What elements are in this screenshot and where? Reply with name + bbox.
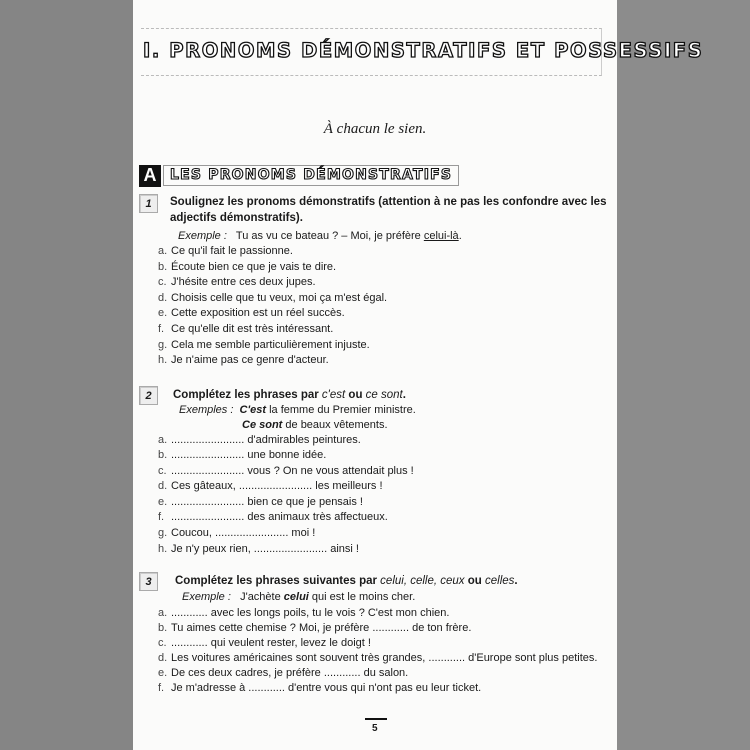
chapter-title: I. PRONOMS DÉMONSTRATIFS ET POSSESSIFS (143, 39, 704, 62)
exercise-instruction (173, 389, 406, 402)
example-end: . (458, 230, 462, 242)
list-item (158, 652, 597, 665)
exercise-instruction: adjectifs démonstratifs). (170, 212, 303, 224)
instruction-text: Complétez les phrases par (173, 389, 322, 401)
section-header (139, 164, 459, 187)
item-text: Écoute bien ce que je vais te dire. (171, 261, 337, 273)
exercise-example (182, 591, 415, 604)
item-key: d. (158, 292, 168, 304)
item-key: a. (158, 245, 168, 257)
instruction-text: Complétez les phrases suivantes par (175, 575, 381, 587)
list-item (158, 276, 316, 289)
example-bold: C'est (239, 404, 267, 416)
item-key: b. (158, 449, 168, 461)
list-item (158, 465, 414, 478)
item-text: Ce qu'il fait le passionne. (171, 245, 293, 257)
item-text: Ces gâteaux, ........................ les meilleurs ! (171, 480, 383, 492)
list-item (158, 511, 388, 524)
item-key: e. (158, 667, 168, 679)
item-key: c. (158, 465, 167, 477)
list-item (158, 607, 449, 620)
list-item (158, 292, 387, 305)
list-item (158, 307, 345, 320)
item-text: Les voitures américaines sont souvent très grandes, ............ d'Europe sont plus petites. (171, 652, 598, 664)
example-label: Exemples : (179, 404, 234, 416)
list-item (158, 622, 471, 635)
list-item (158, 682, 481, 695)
item-key: e. (158, 307, 168, 319)
item-key: f. (158, 323, 165, 335)
item-key: c. (158, 276, 167, 288)
item-text: ............ qui veulent rester, levez le doigt ! (171, 637, 371, 649)
list-item (158, 480, 383, 493)
item-text: ........................ des animaux très affectueux. (171, 511, 388, 523)
list-item (158, 637, 371, 650)
list-item (158, 449, 326, 462)
chapter-banner (141, 28, 704, 76)
exercise-example (179, 404, 416, 417)
scan-background (617, 0, 750, 750)
exercise-number: 3 (139, 572, 158, 591)
item-text: Je n'aime pas ce genre d'acteur. (171, 354, 329, 366)
motto: À chacun le sien. (323, 121, 427, 137)
exercise-number: 1 (139, 194, 158, 213)
instruction-option: celui, celle, ceux (380, 575, 465, 587)
item-text: ........................ une bonne idée. (171, 449, 327, 461)
item-text: Je n'y peux rien, ........................ ainsi ! (171, 543, 359, 555)
section-letter: A (139, 165, 161, 187)
example-text: qui est le moins cher. (308, 591, 416, 603)
list-item (158, 496, 363, 509)
exercise-number: 2 (139, 386, 158, 405)
item-text: Je m'adresse à ............ d'entre vous qui n'ont pas eu leur ticket. (171, 682, 482, 694)
item-key: g. (158, 527, 168, 539)
list-item (158, 261, 336, 274)
instruction-option: c'est (321, 389, 346, 401)
item-text: Tu aimes cette chemise ? Moi, je préfère ............ de ton frère. (171, 622, 472, 634)
item-key: e. (158, 496, 168, 508)
item-text: De ces deux cadres, je préfère ............ du salon. (171, 667, 409, 679)
item-key: g. (158, 339, 168, 351)
example-bold: celui (283, 591, 309, 603)
instruction-text: ou (464, 575, 485, 587)
list-item (158, 527, 315, 540)
exercise-example (178, 230, 462, 243)
document-page (133, 0, 704, 750)
list-item (158, 245, 293, 258)
item-text: ............ avec les longs poils, tu le vois ? C'est mon chien. (171, 607, 450, 619)
example-underlined: celui-là (423, 230, 459, 242)
item-text: ........................ vous ? On ne vous attendait plus ! (171, 465, 414, 477)
page-number: 5 (372, 723, 378, 734)
instruction-text: ou (345, 389, 366, 401)
instruction-option: celles (485, 575, 515, 587)
item-key: d. (158, 652, 168, 664)
list-item (158, 667, 408, 680)
item-key: h. (158, 543, 168, 555)
item-key: h. (158, 354, 168, 366)
page-number-rule (365, 718, 387, 720)
example-text: Tu as vu ce bateau ? – Moi, je préfère (235, 230, 424, 242)
list-item (158, 354, 329, 367)
item-key: a. (158, 434, 168, 446)
item-key: a. (158, 607, 168, 619)
item-text: Ce qu'elle dit est très intéressant. (171, 323, 334, 335)
example-label: Exemple : (178, 230, 227, 242)
item-text: ........................ bien ce que je pensais ! (171, 496, 363, 508)
example-bold: Ce sont (242, 419, 283, 431)
example-label: Exemple : (182, 591, 231, 603)
exercise-example (242, 419, 388, 432)
item-key: b. (158, 261, 168, 273)
example-text: de beaux vêtements. (282, 419, 388, 431)
item-text: J'hésite entre ces deux jupes. (171, 276, 316, 288)
item-key: b. (158, 622, 168, 634)
item-text: Cela me semble particulièrement injuste. (171, 339, 370, 351)
list-item (158, 323, 333, 336)
item-key: f. (158, 511, 165, 523)
list-item (158, 339, 370, 352)
instruction-text: . (514, 575, 518, 587)
item-key: f. (158, 682, 165, 694)
exercise-instruction: Soulignez les pronoms démonstratifs (attention à ne pas les confondre avec les (170, 196, 607, 208)
instruction-text: . (402, 389, 406, 401)
section-title: LES PRONOMS DÉMONSTRATIFS (163, 165, 459, 186)
item-text: Cette exposition est un réel succès. (171, 307, 345, 319)
example-text: la femme du Premier ministre. (266, 404, 416, 416)
item-key: c. (158, 637, 167, 649)
list-item (158, 434, 361, 447)
example-text: J'achète (240, 591, 284, 603)
instruction-option: ce sont (365, 389, 403, 401)
item-text: ........................ d'admirables peintures. (171, 434, 361, 446)
exercise-instruction (175, 575, 518, 588)
item-text: Choisis celle que tu veux, moi ça m'est égal. (171, 292, 388, 304)
list-item (158, 543, 359, 556)
item-key: d. (158, 480, 168, 492)
item-text: Coucou, ........................ moi ! (171, 527, 316, 539)
